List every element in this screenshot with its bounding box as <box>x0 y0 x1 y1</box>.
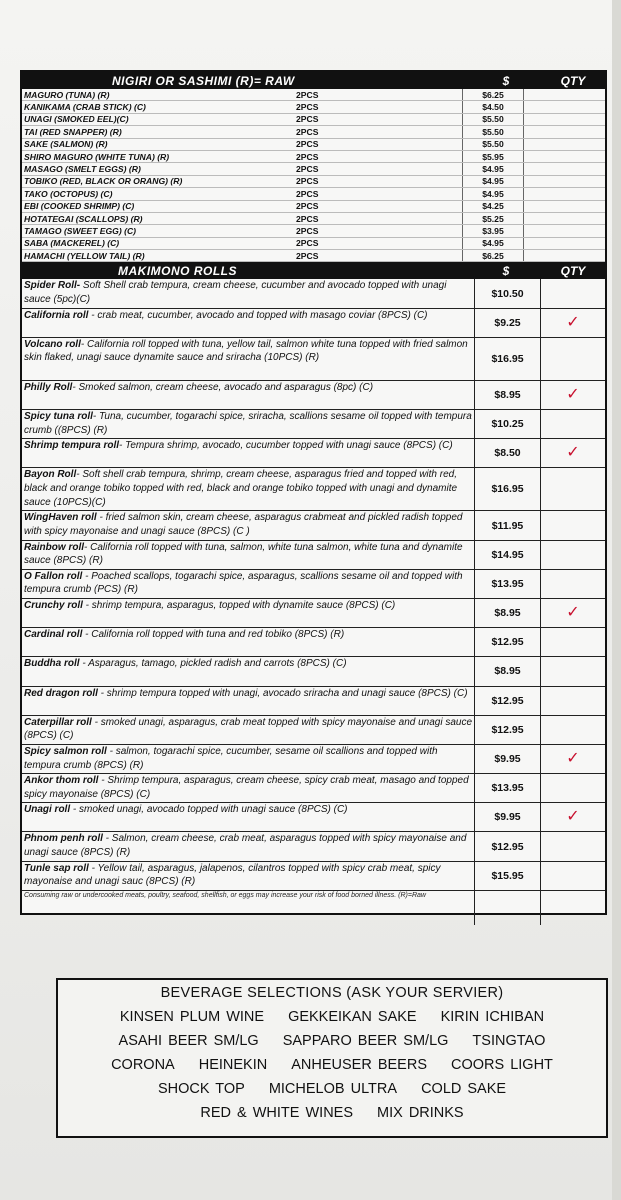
makimono-name: Philly Roll <box>24 381 73 393</box>
makimono-desc <box>22 599 474 627</box>
makimono-qty <box>541 410 605 438</box>
makimono-desc <box>22 570 474 598</box>
makimono-name: Red dragon roll <box>24 687 98 699</box>
makimono-price: $9.95 <box>474 745 541 773</box>
makimono-desc <box>22 832 474 860</box>
makimono-row <box>22 657 605 686</box>
nigiri-row <box>22 163 605 175</box>
beverage-item: SHOCK TOP <box>157 1081 245 1097</box>
makimono-ingredients: - smoked unagi, asparagus, crab meat topped with spicy mayonaise and unagi sauce (8PCS) (C) <box>24 716 473 742</box>
raw-warning: Consuming raw or undercooked meats, poultry, seafood, shellfish, or eggs may increase your risk of food borned illness. (R)=Raw <box>24 891 426 899</box>
makimono-qty <box>541 687 605 715</box>
makimono-name: Spicy tuna roll <box>24 411 93 423</box>
nigiri-row <box>22 225 605 237</box>
makimono-desc <box>22 439 474 467</box>
makimono-price: $8.95 <box>474 381 541 409</box>
beverage-item: KIRIN ICHIBAN <box>440 1009 545 1025</box>
makimono-qty <box>541 862 605 890</box>
makimono-qty <box>541 832 605 860</box>
makimono-row <box>22 381 605 410</box>
makimono-desc <box>22 687 474 715</box>
makimono-ingredients: - smoked unagi, avocado topped with unagi sauce (8PCS) (C) <box>70 804 348 816</box>
check-mark-icon: ✓ <box>566 604 580 622</box>
nigiri-row <box>22 213 605 225</box>
nigiri-price-header: $ <box>502 73 510 88</box>
makimono-qty <box>541 803 605 831</box>
makimono-ingredients: - Salmon, cream cheese, crab meat, asparagus topped with spicy mayonaise and unagi sauce (8PCS) (R) <box>24 833 467 859</box>
makimono-price: $10.50 <box>474 279 541 307</box>
makimono-qty <box>541 468 605 510</box>
raw-warning-row <box>22 891 605 925</box>
nigiri-price: $5.50 <box>462 114 524 125</box>
nigiri-name: MASAGO (SMELT EGGS) (R) <box>24 164 141 175</box>
makimono-name: Caterpillar roll <box>24 716 92 728</box>
nigiri-row <box>22 188 605 200</box>
nigiri-pcs: 2PCS <box>296 151 319 162</box>
nigiri-row <box>22 176 605 188</box>
makimono-ingredients: - California roll topped with tuna and red tobiko (8PCS) (R) <box>82 629 345 641</box>
nigiri-name: EBI (COOKED SHRIMP) (C) <box>24 201 135 212</box>
nigiri-price: $4.95 <box>462 188 524 199</box>
makimono-qty <box>541 774 605 802</box>
makimono-row <box>22 628 605 657</box>
beverage-title: BEVERAGE SELECTIONS (ASK YOUR SERVIER) <box>160 985 504 1001</box>
makimono-qty <box>541 381 605 409</box>
beverage-item: COLD SAKE <box>421 1081 507 1097</box>
makimono-title: MAKIMONO ROLLS <box>118 263 237 278</box>
nigiri-price: $4.95 <box>462 238 524 249</box>
nigiri-price: $4.95 <box>462 176 524 187</box>
nigiri-row <box>22 114 605 126</box>
warning-qty-cell <box>541 891 605 925</box>
makimono-desc <box>22 309 474 337</box>
nigiri-row <box>22 89 605 101</box>
makimono-name: Ankor thom roll <box>24 775 99 787</box>
makimono-qty <box>541 599 605 627</box>
makimono-price: $16.95 <box>474 338 541 380</box>
beverage-line <box>58 1081 606 1097</box>
beverage-line <box>58 1033 606 1049</box>
nigiri-pcs: 2PCS <box>296 89 319 100</box>
makimono-ingredients: - shrimp tempura, asparagus, topped with dynamite sauce (8PCS) (C) <box>82 599 396 611</box>
makimono-row <box>22 570 605 599</box>
makimono-price: $9.25 <box>474 309 541 337</box>
makimono-desc <box>22 410 474 438</box>
makimono-desc <box>22 381 474 409</box>
makimono-desc <box>22 745 474 773</box>
makimono-name: Unagi roll <box>24 804 71 816</box>
nigiri-row <box>22 101 605 113</box>
makimono-row <box>22 599 605 628</box>
makimono-name: O Fallon roll <box>24 570 83 582</box>
makimono-row <box>22 832 605 861</box>
makimono-qty-header: QTY <box>560 263 586 278</box>
check-mark-icon: ✓ <box>566 313 580 331</box>
nigiri-pcs: 2PCS <box>296 201 319 212</box>
beverage-item: MICHELOB ULTRA <box>268 1081 398 1097</box>
makimono-name: Shrimp tempura roll <box>24 440 120 452</box>
makimono-list <box>22 279 605 890</box>
makimono-price: $8.50 <box>474 439 541 467</box>
nigiri-pcs: 2PCS <box>296 176 319 187</box>
nigiri-title: NIGIRI OR SASHIMI (R)= RAW <box>112 73 295 88</box>
makimono-ingredients: - Tempura shrimp, avocado, cucumber topped with unagi sauce (8PCS) (C) <box>119 440 453 452</box>
beverage-item: GEKKEIKAN SAKE <box>288 1009 417 1025</box>
nigiri-pcs: 2PCS <box>296 238 319 249</box>
makimono-desc <box>22 628 474 656</box>
makimono-row <box>22 803 605 832</box>
makimono-name: Buddha roll <box>24 658 80 670</box>
makimono-ingredients: - Shrimp tempura, asparagus, cream cheese, spicy crab meat, masago and topped spicy mayonaise (8PCS) (C) <box>24 775 469 800</box>
makimono-qty <box>541 716 605 744</box>
makimono-ingredients: - Tuna, cucumber, togarachi spice, sriracha, scallions sesame oil topped with tempura crumb ((8PCS) (R) <box>24 411 472 436</box>
nigiri-row <box>22 201 605 213</box>
makimono-qty <box>541 279 605 307</box>
makimono-price: $9.95 <box>474 803 541 831</box>
makimono-row <box>22 338 605 381</box>
makimono-qty <box>541 745 605 773</box>
nigiri-row <box>22 151 605 163</box>
makimono-price: $11.95 <box>474 511 541 539</box>
nigiri-pcs: 2PCS <box>296 102 319 113</box>
makimono-ingredients: - California roll topped with tuna, yellow tail, salmon white tuna topped with fried salmon skin flaked, unagi sauce dynamite sauce and sriracha (10PCS) (R) <box>24 338 468 364</box>
beverage-box <box>56 978 608 1138</box>
makimono-desc <box>22 716 474 744</box>
nigiri-pcs: 2PCS <box>296 225 319 236</box>
makimono-name: Spicy salmon roll <box>24 745 107 757</box>
makimono-row <box>22 862 605 891</box>
makimono-desc <box>22 803 474 831</box>
nigiri-name: TAI (RED SNAPPER) (R) <box>24 126 122 137</box>
makimono-ingredients: - Smoked salmon, cream cheese, avocado and asparagus (8pc) (C) <box>72 381 374 393</box>
makimono-row <box>22 716 605 745</box>
makimono-price: $12.95 <box>474 687 541 715</box>
beverage-line <box>58 1057 606 1073</box>
nigiri-name: SHIRO MAGURO (WHITE TUNA) (R) <box>24 151 170 162</box>
nigiri-pcs: 2PCS <box>296 250 319 261</box>
makimono-ingredients: - Asparagus, tamago, pickled radish and carrots (8PCS) (C) <box>79 658 347 670</box>
makimono-ingredients: - crab meat, cucumber, avocado and topped with masago coviar (8PCS) (C) <box>88 309 428 321</box>
makimono-price: $14.95 <box>474 541 541 569</box>
nigiri-name: TAMAGO (SWEET EGG) (C) <box>24 225 137 236</box>
check-mark-icon: ✓ <box>566 750 580 767</box>
makimono-desc <box>22 468 474 510</box>
makimono-price: $16.95 <box>474 468 541 510</box>
nigiri-row <box>22 126 605 138</box>
warning-price-cell <box>474 891 541 925</box>
makimono-desc <box>22 279 474 307</box>
nigiri-name: TOBIKO (RED, BLACK OR ORANG) (R) <box>24 176 183 187</box>
beverage-item: MIX DRINKS <box>377 1105 464 1121</box>
makimono-qty <box>541 628 605 656</box>
nigiri-pcs: 2PCS <box>296 114 319 125</box>
makimono-row <box>22 279 605 308</box>
beverage-item: ANHEUSER BEERS <box>291 1057 427 1073</box>
nigiri-price: $4.25 <box>462 201 524 212</box>
makimono-name: Cardinal roll <box>24 629 83 641</box>
makimono-ingredients: - Soft shell crab tempura, shrimp, cream cheese, asparagus fried and topped with red, black and orange tobiko topped with red, black and orange tobiko topped with unagi and dynamite sauce (10PCS)(C) <box>24 469 458 508</box>
makimono-price: $8.95 <box>474 599 541 627</box>
nigiri-name: KANIKAMA (CRAB STICK) (C) <box>24 102 146 113</box>
nigiri-name: HOTATEGAI (SCALLOPS) (R) <box>24 213 143 224</box>
makimono-price: $13.95 <box>474 774 541 802</box>
beverage-item: COORS LIGHT <box>451 1057 553 1073</box>
makimono-row <box>22 687 605 716</box>
makimono-row <box>22 774 605 803</box>
makimono-ingredients: - shrimp tempura topped with unagi, avocado sriracha and unagi sauce (8PCS) (C) <box>97 687 468 699</box>
makimono-desc <box>22 338 474 380</box>
makimono-ingredients: - Yellow tail, asparagus, jalapenos, cilantros topped with spicy crab meat, spicy mayonaise and unagi sauc (8PCS) (R) <box>24 862 441 888</box>
nigiri-row <box>22 238 605 250</box>
nigiri-pcs: 2PCS <box>296 126 319 137</box>
beverage-item: ASAHI BEER SM/LG <box>118 1033 259 1049</box>
makimono-ingredients: - California roll topped with tuna, salmon, white tuna salmon, white tuna and dynamite sauce (8PCS) (R) <box>24 541 463 567</box>
makimono-price: $13.95 <box>474 570 541 598</box>
makimono-name: Phnom penh roll <box>24 833 103 845</box>
makimono-qty <box>541 309 605 337</box>
makimono-row <box>22 511 605 540</box>
makimono-name: California roll <box>24 309 89 321</box>
makimono-price: $8.95 <box>474 657 541 685</box>
makimono-ingredients: - salmon, togarachi spice, cucumber, sesame oil scallions and topped with tempura crumb (8PCS) (R) <box>24 745 438 771</box>
beverage-item: TSINGTAO <box>472 1033 546 1049</box>
makimono-price: $12.95 <box>474 628 541 656</box>
nigiri-price: $5.95 <box>462 151 524 162</box>
makimono-desc <box>22 541 474 569</box>
nigiri-price: $4.50 <box>462 101 524 112</box>
makimono-name: Tunle sap roll <box>24 862 89 874</box>
makimono-ingredients: Soft Shell crab tempura, cream cheese, cucumber and avocado topped with unagi sauce (5pc)(C) <box>24 280 447 306</box>
nigiri-price: $5.50 <box>462 126 524 137</box>
nigiri-name: UNAGI (SMOKED EEL)(C) <box>24 114 129 125</box>
nigiri-pcs: 2PCS <box>296 139 319 150</box>
check-mark-icon: ✓ <box>566 808 580 826</box>
beverage-lines <box>58 1009 606 1121</box>
makimono-desc <box>22 862 474 890</box>
makimono-name: Rainbow roll <box>24 541 84 553</box>
check-mark-icon: ✓ <box>566 444 580 462</box>
makimono-name: Bayon Roll <box>24 469 77 481</box>
makimono-name: Volcano roll <box>24 338 81 350</box>
makimono-row <box>22 541 605 570</box>
makimono-price-header: $ <box>502 263 510 278</box>
nigiri-price: $5.25 <box>462 213 524 224</box>
makimono-ingredients: - fried salmon skin, cream cheese, asparagus crabmeat and pickled radish topped with spicy mayonaise and unagi sauce (8PCS) (C ) <box>24 512 463 537</box>
makimono-qty <box>541 570 605 598</box>
makimono-qty <box>541 657 605 685</box>
beverage-item: KINSEN PLUM WINE <box>119 1009 265 1025</box>
nigiri-row <box>22 250 605 262</box>
makimono-desc <box>22 774 474 802</box>
makimono-name: Crunchy roll <box>24 599 83 611</box>
makimono-qty <box>541 541 605 569</box>
nigiri-name: TAKO (OCTOPUS) (C) <box>24 188 113 199</box>
makimono-price: $12.95 <box>474 716 541 744</box>
nigiri-qty-header: QTY <box>560 73 586 88</box>
nigiri-name: SAKE (SALMON) (R) <box>24 139 108 150</box>
beverage-line <box>58 1105 606 1121</box>
makimono-desc <box>22 511 474 539</box>
makimono-row <box>22 468 605 511</box>
beverage-item: CORONA <box>111 1057 175 1073</box>
nigiri-price: $6.25 <box>462 89 524 100</box>
makimono-row <box>22 309 605 338</box>
makimono-row <box>22 410 605 439</box>
makimono-price: $15.95 <box>474 862 541 890</box>
nigiri-pcs: 2PCS <box>296 188 319 199</box>
makimono-qty <box>541 338 605 380</box>
makimono-price: $12.95 <box>474 832 541 860</box>
makimono-header <box>22 262 605 279</box>
nigiri-name: MAGURO (TUNA) (R) <box>24 89 110 100</box>
nigiri-price: $6.25 <box>462 250 524 261</box>
nigiri-price: $3.95 <box>462 225 524 236</box>
makimono-price: $10.25 <box>474 410 541 438</box>
makimono-row <box>22 439 605 468</box>
beverage-item: SAPPARO BEER SM/LG <box>282 1033 449 1049</box>
nigiri-row <box>22 139 605 151</box>
makimono-desc <box>22 657 474 685</box>
makimono-ingredients: - Poached scallops, togarachi spice, asparagus, scallions sesame oil and topped with tempura crumb (PCS) (R) <box>24 570 463 596</box>
beverage-item: RED & WHITE WINES <box>200 1105 354 1121</box>
nigiri-price: $4.95 <box>462 163 524 174</box>
food-menu-table <box>20 70 607 915</box>
beverage-item: HEINEKIN <box>198 1057 268 1073</box>
nigiri-name: HAMACHI (YELLOW TAIL) (R) <box>24 250 145 261</box>
beverage-line <box>58 1009 606 1025</box>
makimono-qty <box>541 511 605 539</box>
makimono-name: Spider Roll- <box>24 280 81 292</box>
makimono-row <box>22 745 605 774</box>
nigiri-pcs: 2PCS <box>296 164 319 175</box>
check-mark-icon: ✓ <box>566 385 580 403</box>
makimono-name: WingHaven roll <box>24 512 97 524</box>
nigiri-pcs: 2PCS <box>296 213 319 224</box>
nigiri-price: $5.50 <box>462 139 524 150</box>
nigiri-list <box>22 89 605 262</box>
nigiri-name: SABA (MACKEREL) (C) <box>24 238 120 249</box>
makimono-qty <box>541 439 605 467</box>
nigiri-header <box>22 72 605 89</box>
